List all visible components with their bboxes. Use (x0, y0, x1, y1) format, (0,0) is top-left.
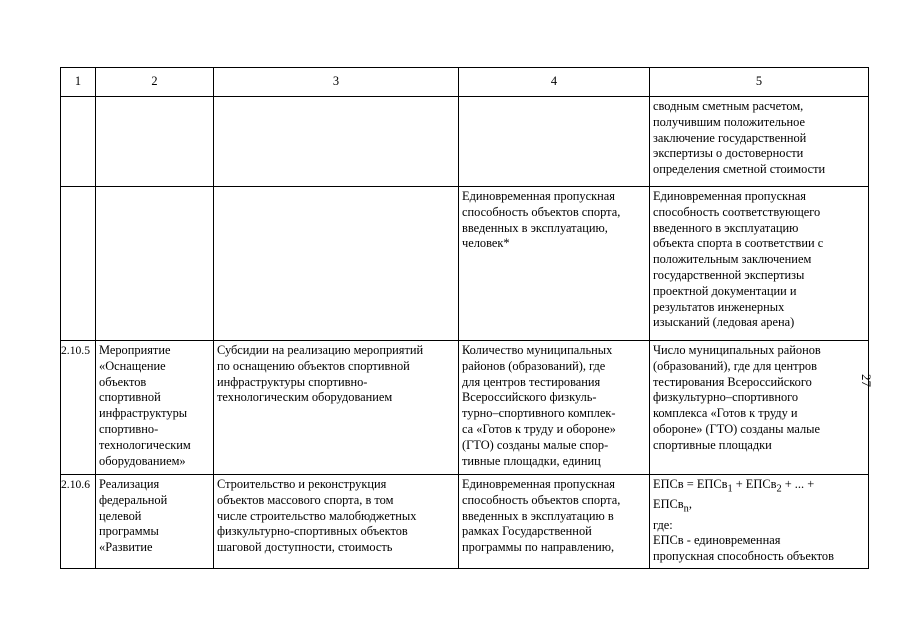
header-col-5: 5 (650, 68, 869, 97)
header-col-1: 1 (61, 68, 96, 97)
cell-method: Число муниципальных районов (образований), где для центров тестирования Всероссийского физкультурно–спортивного комплекса «Готов к труду и обороне» (ГТО) созданы малые спортивные площадки (650, 341, 869, 475)
table-row (61, 97, 869, 187)
table-row (61, 341, 869, 475)
cell-content: Субсидии на реализацию мероприятий по оснащению объектов спортивной инфраструктуры спортивно- технологическим оборудованием (214, 341, 459, 475)
cell-method: сводным сметным расчетом, получившим положительное заключение государственной экспертизы о достоверности определения сметной стоимости (650, 97, 869, 187)
header-row (61, 68, 869, 97)
table-row (61, 187, 869, 341)
cell-measure (96, 97, 214, 187)
formula-line-1: ЕПСв = ЕПСв$_1$ + ЕПСв$_2$ + ... + (653, 477, 815, 495)
header-col-2: 2 (96, 68, 214, 97)
cell-content (214, 97, 459, 187)
cell-content (214, 187, 459, 341)
page-number: 27 (859, 374, 874, 387)
formula-definition-1: ЕПСв - единовременная (653, 533, 781, 548)
cell-number (61, 97, 96, 187)
cell-content: Строительство и реконструкция объектов массового спорта, в том числе строительство малобюджетных физкультурно-спортивных объектов шаговой доступности, стоимость (214, 475, 459, 569)
header-col-4: 4 (459, 68, 650, 97)
formula-definition-2: пропускная способность объектов (653, 549, 834, 564)
cell-number: 2.10.5 (61, 341, 96, 475)
header-col-3: 3 (214, 68, 459, 97)
cell-indicator: Количество муниципальных районов (образований), где для центров тестирования Всероссийского физкуль- турно–спортивного комплек- са «Готов к труду и обороне» (ГТО) созданы малые спор- тивные площадки, единиц (459, 341, 650, 475)
cell-number (61, 187, 96, 341)
cell-indicator (459, 97, 650, 187)
cell-measure: Реализация федеральной целевой программы «Развитие (96, 475, 214, 569)
cell-measure (96, 187, 214, 341)
table-row (61, 475, 869, 569)
formula-line-2: ЕПСв$_n$, (653, 497, 692, 515)
cell-indicator: Единовременная пропускная способность объектов спорта, введенных в эксплуатацию, человек* (459, 187, 650, 341)
document-table (60, 67, 869, 569)
cell-measure: Мероприятие «Оснащение объектов спортивной инфраструктуры спортивно- технологическим оборудованием» (96, 341, 214, 475)
cell-number: 2.10.6 (61, 475, 96, 569)
cell-formula (650, 475, 869, 569)
cell-indicator: Единовременная пропускная способность объектов спорта, введенных в эксплуатацию в рамках Государственной программы по направлению, (459, 475, 650, 569)
formula-where: где: (653, 517, 673, 532)
cell-method: Единовременная пропускная способность соответствующего введенного в эксплуатацию объекта спорта в соответствии с положительным заключением государственной экспертизы проектной документации и результатов инженерных изысканий (ледовая арена) (650, 187, 869, 341)
